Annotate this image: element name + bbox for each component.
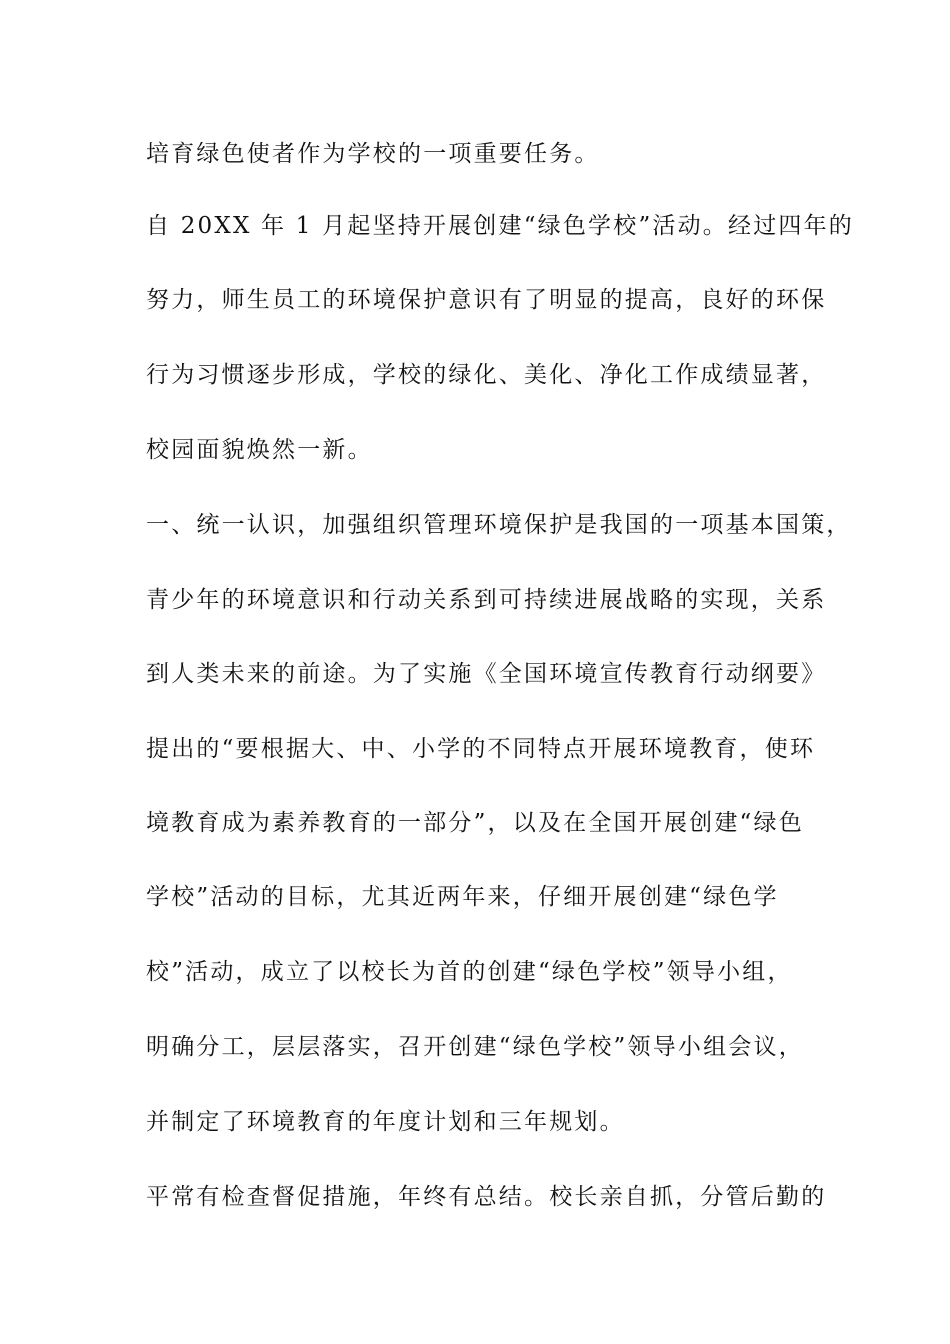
text-line: 培育绿色使者作为学校的一项重要任务。	[146, 141, 600, 167]
text-line: 自 20XX 年 1 月起坚持开展创建“绿色学校”活动。经过四年的	[146, 213, 855, 239]
text-line: 境教育成为素养教育的一部分”，以及在全国开展创建“绿色	[146, 810, 804, 836]
text-line: 校”活动，成立了以校长为首的创建“绿色学校”领导小组，	[146, 959, 793, 985]
text-line: 一、统一认识，加强组织管理环境保护是我国的一项基本国策，	[146, 512, 852, 538]
text-line: 到人类未来的前途。为了实施《全国环境宣传教育行动纲要》	[146, 661, 827, 687]
text-line: 并制定了环境教育的年度计划和三年规划。	[146, 1109, 625, 1135]
text-line: 学校”活动的目标，尤其近两年来，仔细开展创建“绿色学	[146, 884, 779, 910]
text-line: 校园面貌焕然一新。	[146, 437, 373, 463]
text-line: 明确分工，层层落实，召开创建“绿色学校”领导小组会议，	[146, 1034, 804, 1060]
text-line: 努力，师生员工的环境保护意识有了明显的提高，良好的环保	[146, 287, 827, 313]
text-line: 青少年的环境意识和行动关系到可持续进展战略的实现，关系	[146, 587, 827, 613]
text-line: 行为习惯逐步形成，学校的绿化、美化、净化工作成绩显著，	[146, 362, 827, 388]
text-line: 平常有检查督促措施，年终有总结。校长亲自抓，分管后勤的	[146, 1184, 827, 1210]
text-line: 提出的“要根据大、中、小学的不同特点开展环境教育，使环	[146, 736, 816, 762]
